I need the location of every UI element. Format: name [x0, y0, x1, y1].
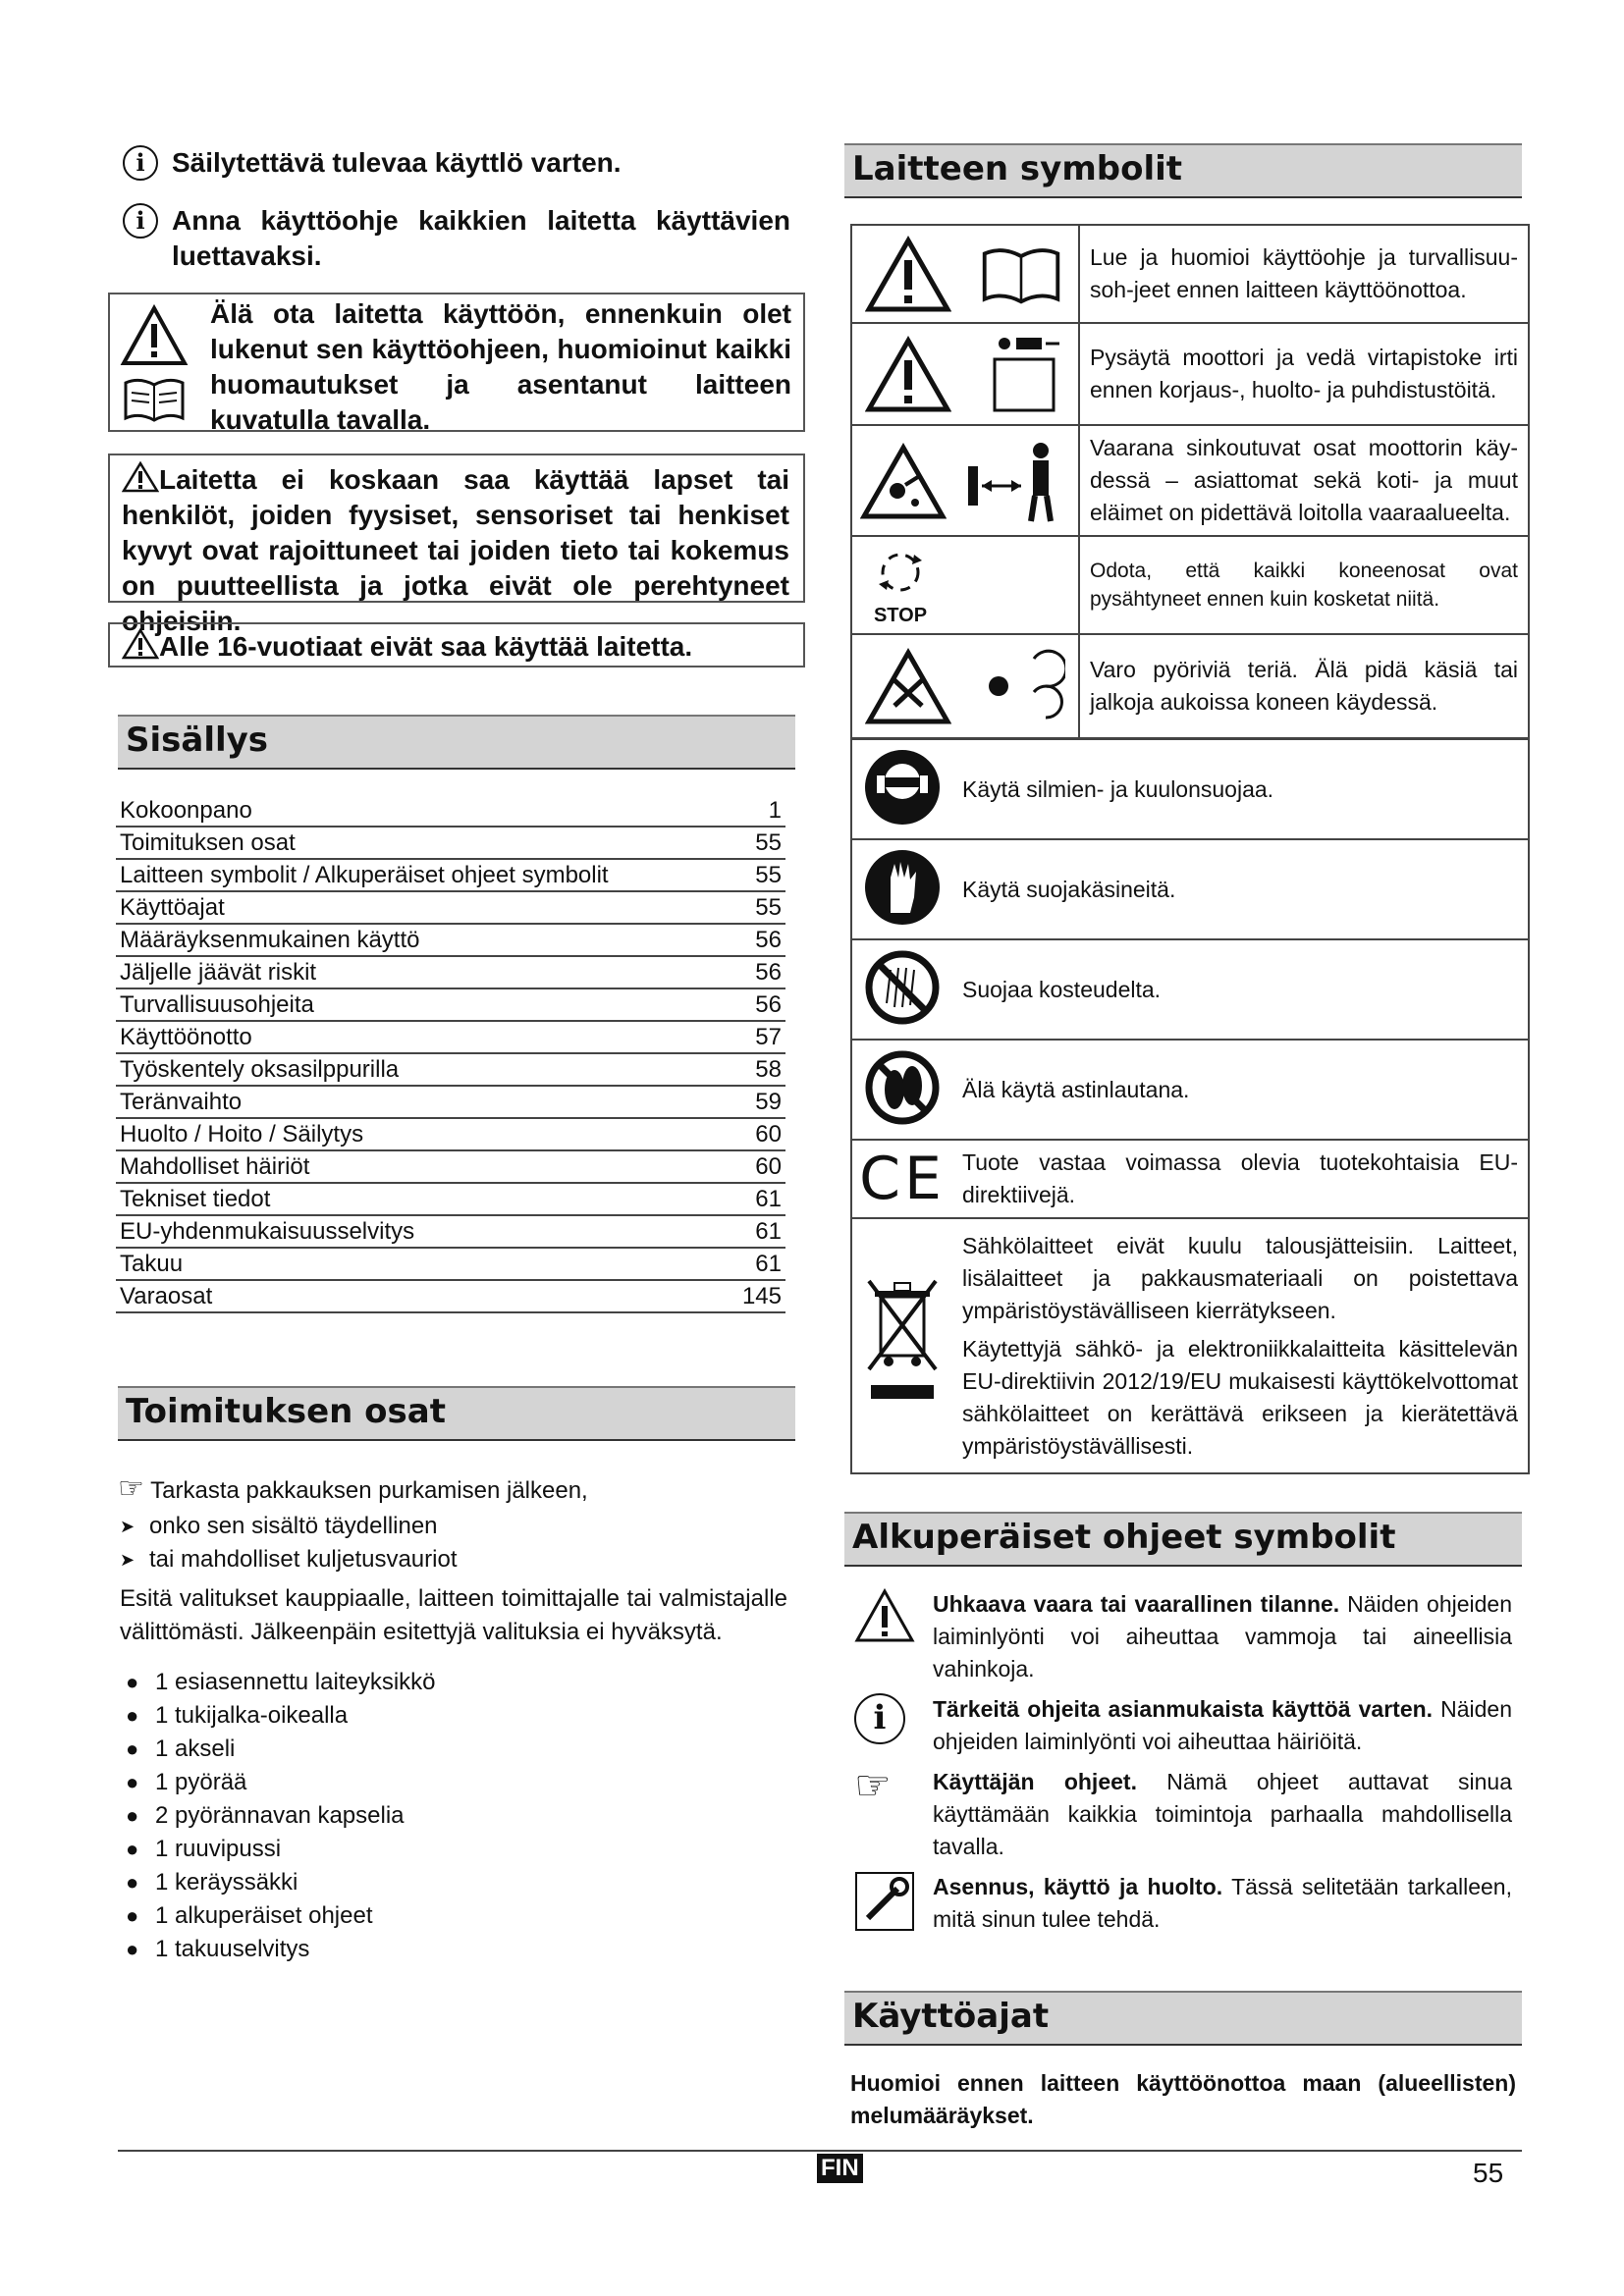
toc-row — [116, 989, 785, 1022]
flying-parts-warning-icon — [860, 442, 947, 520]
rotating-arrows-icon — [871, 545, 930, 600]
delivery-item: ● 2 pyörännavan kapselia — [126, 1799, 754, 1833]
language-badge: FIN — [817, 2154, 863, 2183]
ce-mark: CE — [859, 1145, 946, 1213]
orig-row-user-instructions: ☞ Käyttäjän ohjeet. Nämä ohjeet auttavat sinua käyttämään kaikkia toimintoja parhaalla mahdollisella tavalla. — [854, 1762, 1513, 1859]
pointing-hand-icon: ☞ — [854, 1762, 892, 1808]
hand-foot-blades-icon — [977, 647, 1065, 725]
keep-distance-icon — [962, 437, 1070, 525]
toc-page: 59 — [755, 1089, 782, 1115]
bullet-dot-icon: ● — [126, 1803, 139, 1828]
delivery-note: Esitä valitukset kauppiaalle, laitteen toimittajalle tai valmistajalle välittömästi. Jälkeenpäin esitettyjä valituksia ei hyväksytä. — [120, 1585, 787, 1645]
toc-row — [116, 1281, 785, 1313]
toc-row — [116, 892, 785, 925]
toc-row — [116, 1022, 785, 1054]
toc-page: 55 — [755, 862, 782, 888]
info-icon: i — [854, 1693, 905, 1744]
toc-label: Kokoonpano — [120, 797, 252, 824]
operating-times-text: Huomioi ennen laitteen käyttöönottoa maan (alueellisten) melumääräykset. — [850, 2070, 1516, 2128]
toc-page: 60 — [755, 1121, 782, 1148]
delivery-item: ● 1 tukijalka-oikealla — [126, 1699, 754, 1733]
device-symbols-table: Lue ja huomioi käyttöohje ja turvallisuu-soh-jeet ennen laitteen käyttöönottoa. Pysäytä moottori ja vedä virtapistoke irti ennen korjaus-, huolto- ja puhdistustöitä. Vaarana sinkoutuvat osat moottorin käy-dessä – asiattomat sekä koti- ja muut eläimet on pidettävä loitolla vaaraalueelta. STOP Odota, että kaikki koneenosat ovat pysähtyneet ennen kuin kosketat niitä. Varo pyöriviä teriä. Älä pidä käsiä tai jalkoja aukoissa koneen käydessä. — [850, 224, 1530, 739]
toc-page: 1 — [768, 797, 782, 824]
no-step-icon — [863, 1048, 942, 1127]
delivery-arrow-list — [120, 1510, 807, 1576]
weee-crossed-bin-icon — [863, 1275, 942, 1413]
toc-page: 55 — [755, 894, 782, 921]
warning-box-children: Laitetta ei koskaan saa käyttää lapset tai henkilöt, joiden fyysiset, sensoriset tai henkiset kyvyt ovat rajoittuneet tai joiden tieto tai kokemus on puutteellista ja jotka eivät ole perehtyneet ohjeisiin. — [108, 454, 805, 603]
toc-row — [116, 1249, 785, 1281]
toc-row — [116, 1054, 785, 1087]
toc-label: Käyttöönotto — [120, 1024, 252, 1050]
toc-label: Takuu — [120, 1251, 184, 1277]
toc-page: 61 — [755, 1251, 782, 1277]
warning-triangle-icon — [120, 304, 189, 367]
toc-label: Varaosat — [120, 1283, 213, 1309]
arrow-list-item: ➤ onko sen sisältö täydellinen — [120, 1510, 807, 1543]
warning-triangle-icon — [865, 335, 951, 413]
toc-page: 60 — [755, 1153, 782, 1180]
delivery-item: ● 1 ruuvipussi — [126, 1833, 754, 1866]
stop-label: STOP — [873, 604, 928, 626]
toc-page: 145 — [741, 1283, 782, 1309]
info-note-2: i Anna käyttöohje kaikkien laitetta käyttävien luettavaksi. — [123, 203, 790, 274]
info-icon: i — [123, 145, 158, 181]
warning-box-age: Alle 16-vuotiaat eivät saa käyttää laitetta. — [108, 622, 805, 667]
orig-row-assembly: Asennus, käyttö ja huolto. Tässä selitetään tarkalleen, mitä sinun tulee tehdä. — [854, 1871, 1512, 1941]
section-title-original-symbols: Alkuperäiset ohjeet symbolit — [844, 1512, 1522, 1567]
bullet-dot-icon: ● — [126, 1937, 139, 1961]
table-of-contents — [116, 795, 785, 1313]
bullet-dot-icon: ● — [126, 1837, 139, 1861]
toc-page: 56 — [755, 959, 782, 986]
toc-label: Toimituksen osat — [120, 829, 296, 856]
wrench-icon — [854, 1871, 915, 1932]
toc-label: Käyttöajat — [120, 894, 225, 921]
toc-row — [116, 1087, 785, 1119]
toc-label: Mahdolliset häiriöt — [120, 1153, 310, 1180]
warning-triangle-icon — [865, 235, 951, 313]
round-symbols-table: Käytä silmien- ja kuulonsuojaa. Käytä suojakäsineitä. Suojaa kosteudelta. Älä käytä astinlautana. CE Tuote vastaa voimassa olevia tuotekohtaisia EU-direktiivejä. Sähkölaitteet eivät kuulu talousjätteisiin. Laitteet, lisälaitteet ja pakkausmateriaali on poistettava ympäristöystävälliseen kierrätykseen. Käytettyjä sähkö- ja elektroniikkalaitteita käsittelevän EU-direktiivin 2012/19/EU mukaisesti käyttökelvottomat sähkölaitteet on kerättävä erikseen ja kierätettävä ympäristöystävällisesti. — [850, 738, 1530, 1474]
toc-page: 56 — [755, 991, 782, 1018]
arrow-bullet-icon: ➤ — [120, 1517, 135, 1536]
toc-page: 57 — [755, 1024, 782, 1050]
toc-label: Määräyksenmukainen käyttö — [120, 927, 420, 953]
info-icon: i — [123, 203, 158, 239]
toc-label: Teränvaihto — [120, 1089, 243, 1115]
no-rain-icon — [863, 948, 942, 1027]
delivery-item: ● 1 takuuselvitys — [126, 1933, 754, 1966]
manual-book-icon — [120, 373, 189, 424]
toc-row — [116, 828, 785, 860]
toc-page: 61 — [755, 1218, 782, 1245]
bullet-dot-icon: ● — [126, 1870, 139, 1895]
bullet-dot-icon: ● — [126, 1736, 139, 1761]
warning-triangle-icon — [122, 628, 159, 660]
unplug-manual-icon — [977, 330, 1065, 418]
delivery-item: ● 1 pyörää — [126, 1766, 754, 1799]
delivery-check: ☞ Tarkasta pakkauksen purkamisen jälkeen, — [118, 1472, 588, 1505]
bullet-dot-icon: ● — [126, 1770, 139, 1794]
orig-row-danger: Uhkaava vaara tai vaarallinen tilanne. Näiden ohjeiden laiminlyönti voi aiheuttaa vammoja tai aineellisia vahinkoja. — [854, 1588, 1512, 1685]
warning-triangle-icon — [122, 461, 159, 493]
toc-label: Laitteen symbolit / Alkuperäiset ohjeet symbolit — [120, 862, 609, 888]
toc-row — [116, 1216, 785, 1249]
toc-label: Työskentely oksasilppurilla — [120, 1056, 400, 1083]
warning-triangle-icon — [854, 1588, 915, 1643]
gloves-icon — [863, 848, 942, 927]
toc-row — [116, 860, 785, 892]
delivery-item: ● 1 esiasennettu laiteyksikkö — [126, 1666, 754, 1699]
section-title-device-symbols: Laitteen symbolit — [844, 143, 1522, 198]
delivery-item: ● 1 alkuperäiset ohjeet — [126, 1899, 754, 1933]
rotating-blades-warning-icon — [865, 647, 951, 725]
eye-ear-protection-icon — [863, 748, 942, 827]
bullet-dot-icon: ● — [126, 1703, 139, 1728]
toc-label: Jäljelle jäävät riskit — [120, 959, 317, 986]
toc-row — [116, 1184, 785, 1216]
toc-page: 58 — [755, 1056, 782, 1083]
bullet-dot-icon: ● — [126, 1903, 139, 1928]
toc-label: EU-yhdenmukaisuusselvitys — [120, 1218, 415, 1245]
toc-page: 55 — [755, 829, 782, 856]
section-title-contents: Sisällys — [118, 715, 795, 770]
bullet-dot-icon: ● — [126, 1670, 139, 1694]
toc-row — [116, 1119, 785, 1151]
section-title-delivery: Toimituksen osat — [118, 1386, 795, 1441]
toc-row — [116, 1151, 785, 1184]
toc-label: Turvallisuusohjeita — [120, 991, 314, 1018]
delivery-item: ● 1 akseli — [126, 1733, 754, 1766]
manual-book-icon — [977, 240, 1065, 308]
toc-label: Tekniset tiedot — [120, 1186, 271, 1212]
orig-row-important: i Tärkeitä ohjeita asianmukaista käyttöä varten. Näiden ohjeiden laiminlyönti voi aiheuttaa häiriöitä. — [854, 1693, 1512, 1758]
toc-page: 56 — [755, 927, 782, 953]
info-note-1: i Säilytettävä tulevaa käyttlö varten. — [123, 145, 800, 181]
delivery-item: ● 1 keräyssäkki — [126, 1866, 754, 1899]
toc-page: 61 — [755, 1186, 782, 1212]
warning-box-read-manual: Älä ota laitetta käyttöön, ennenkuin olet lukenut sen käyttöohjeen, huomioinut kaikki huomautukset ja asentanut laitteen kuvatulla tavalla. — [108, 293, 805, 432]
section-title-operating-times: Käyttöajat — [844, 1991, 1522, 2046]
toc-row — [116, 957, 785, 989]
delivery-items-list — [126, 1666, 754, 1966]
footer-rule — [118, 2150, 1522, 2152]
page-number: 55 — [1473, 2158, 1504, 2188]
arrow-bullet-icon: ➤ — [120, 1550, 135, 1570]
toc-row — [116, 925, 785, 957]
original-symbols-list — [854, 1588, 1512, 1941]
arrow-list-item: ➤ tai mahdolliset kuljetusvauriot — [120, 1543, 807, 1576]
toc-row — [116, 795, 785, 828]
toc-label: Huolto / Hoito / Säilytys — [120, 1121, 364, 1148]
pointing-hand-icon: ☞ — [118, 1472, 144, 1505]
